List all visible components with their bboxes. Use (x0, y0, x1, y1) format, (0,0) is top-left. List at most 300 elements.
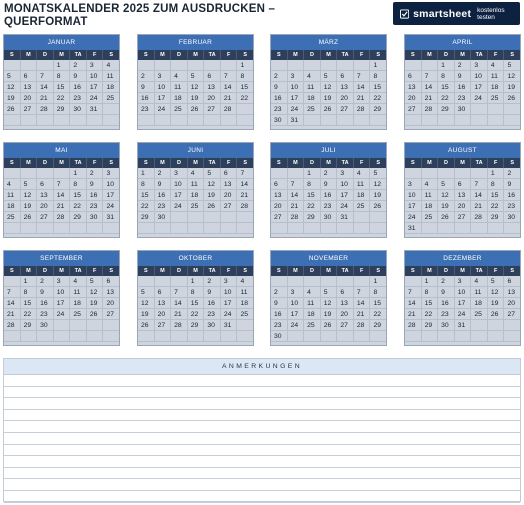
day-cell: 19 (321, 93, 338, 103)
day-cell (504, 331, 520, 341)
week-row (271, 179, 386, 190)
day-cell (288, 60, 305, 70)
day-cell (103, 115, 119, 125)
day-cell: 21 (54, 201, 71, 211)
day-cell (471, 223, 488, 233)
day-cell: 24 (337, 201, 354, 211)
day-cell: 23 (155, 201, 172, 211)
day-cell: 17 (54, 298, 71, 308)
week-row (4, 71, 119, 82)
weekday-label: S (510, 268, 515, 274)
weekday-label: TA (471, 158, 488, 168)
week-row (4, 93, 119, 104)
day-cell (37, 331, 54, 341)
day-cell: 2 (155, 168, 172, 178)
day-cell (171, 115, 188, 125)
week-row (271, 298, 386, 309)
day-cell: 1 (138, 168, 155, 178)
day-cell: 9 (271, 82, 288, 92)
day-cell: 22 (138, 201, 155, 211)
day-cell: 3 (54, 276, 71, 286)
weekday-label: S (138, 266, 155, 276)
day-cell: 8 (373, 73, 378, 80)
day-cell: 24 (288, 320, 305, 330)
day-cell (271, 223, 288, 233)
day-cell: 4 (422, 179, 439, 189)
day-cell: 30 (455, 104, 472, 114)
day-cell: 18 (188, 190, 205, 200)
day-cell: 14 (171, 298, 188, 308)
day-cell (455, 223, 472, 233)
day-cell (103, 104, 119, 114)
day-cell: 7 (422, 71, 439, 81)
day-cell: 6 (271, 179, 288, 189)
weekday-header (271, 50, 386, 60)
day-cell (103, 223, 119, 233)
day-cell (422, 331, 439, 341)
day-cell: 26 (87, 309, 104, 319)
notes-line[interactable] (4, 387, 520, 399)
weekday-header (271, 158, 386, 168)
day-cell: 27 (204, 104, 221, 114)
week-row (138, 201, 253, 212)
weekday-label: TA (204, 158, 221, 168)
day-cell: 10 (106, 181, 115, 188)
day-cell: 14 (354, 82, 371, 92)
day-cell (70, 320, 87, 330)
day-cell (455, 115, 472, 125)
day-cell: 10 (87, 71, 104, 81)
weekday-label: S (405, 158, 422, 168)
day-cell: 19 (21, 201, 38, 211)
day-cell: 5 (507, 62, 512, 69)
day-cell: 21 (288, 201, 305, 211)
day-cell: 31 (337, 212, 354, 222)
weekday-label: M (21, 50, 38, 60)
day-cell: 6 (155, 287, 172, 297)
weekday-label: TA (70, 50, 87, 60)
day-cell (405, 115, 422, 125)
week-row (4, 201, 119, 212)
day-cell: 15 (304, 190, 321, 200)
day-cell: 28 (422, 104, 439, 114)
day-cell: 30 (321, 212, 338, 222)
day-cell: 18 (304, 309, 321, 319)
day-cell: 20 (155, 309, 172, 319)
day-cell: 6 (204, 71, 221, 81)
week-row (4, 309, 119, 320)
day-cell: 28 (288, 212, 305, 222)
day-cell: 13 (337, 298, 354, 308)
week-row (405, 223, 520, 234)
day-cell: 16 (271, 309, 288, 319)
day-cell: 24 (54, 309, 71, 319)
day-cell: 18 (304, 93, 321, 103)
day-cell: 21 (37, 93, 54, 103)
day-cell: 15 (188, 298, 205, 308)
notes-line[interactable] (4, 468, 520, 480)
weekday-label: M (288, 266, 305, 276)
notes-line[interactable] (4, 375, 520, 387)
weekday-header (138, 50, 253, 60)
weekday-label: S (271, 266, 288, 276)
day-cell: 9 (37, 287, 54, 297)
day-cell (103, 331, 119, 341)
day-cell: 8 (21, 287, 38, 297)
weekday-label: F (221, 266, 238, 276)
weekday-label: S (4, 50, 21, 60)
day-cell: 20 (271, 201, 288, 211)
week-row (271, 168, 386, 179)
weekday-label: D (37, 266, 54, 276)
day-cell: 23 (37, 309, 54, 319)
week-row (405, 276, 520, 287)
day-cell: 13 (204, 82, 221, 92)
day-cell: 24 (106, 203, 115, 210)
day-cell: 11 (4, 190, 21, 200)
day-cell: 30 (438, 320, 455, 330)
day-cell: 14 (54, 190, 71, 200)
day-cell: 22 (54, 93, 71, 103)
notes-lines (4, 375, 520, 503)
day-cell (370, 115, 386, 125)
weekday-label: M (455, 158, 472, 168)
weekday-label: F (87, 266, 104, 276)
day-cell: 23 (321, 201, 338, 211)
day-cell: 18 (354, 190, 371, 200)
day-cell (288, 223, 305, 233)
week-row (271, 320, 386, 331)
day-cell (288, 331, 305, 341)
weekday-label: S (405, 50, 422, 60)
day-cell: 18 (70, 298, 87, 308)
day-cell (337, 276, 354, 286)
weekday-label: S (271, 50, 288, 60)
notes-line[interactable] (4, 456, 520, 468)
day-cell: 22 (373, 95, 382, 102)
day-cell (138, 115, 155, 125)
week-row (405, 287, 520, 298)
day-cell: 29 (54, 104, 71, 114)
week-row (4, 190, 119, 201)
weekday-label: M (155, 50, 172, 60)
week-row (4, 82, 119, 93)
day-cell: 4 (4, 179, 21, 189)
month-name: MAI (4, 143, 119, 158)
weekday-label: S (109, 160, 114, 166)
week-row (405, 104, 520, 115)
day-cell: 25 (171, 104, 188, 114)
day-cell: 12 (4, 82, 21, 92)
day-cell (370, 212, 386, 222)
weekday-label: D (438, 266, 455, 276)
day-cell (54, 115, 71, 125)
day-cell: 21 (405, 309, 422, 319)
day-cell: 9 (204, 287, 221, 297)
day-cell: 19 (373, 192, 382, 199)
day-cell: 17 (405, 201, 422, 211)
weekday-header (405, 158, 520, 168)
smartsheet-badge[interactable] (393, 2, 520, 25)
week-row (4, 298, 119, 309)
week-row (4, 223, 119, 234)
day-cell: 2 (455, 60, 472, 70)
day-cell: 17 (171, 190, 188, 200)
day-cell: 29 (438, 104, 455, 114)
weekday-label: F (87, 50, 104, 60)
day-cell: 27 (337, 104, 354, 114)
day-cell (4, 331, 21, 341)
day-cell: 1 (422, 276, 439, 286)
day-cell: 16 (37, 298, 54, 308)
day-cell: 15 (373, 300, 382, 307)
weekday-label: TA (337, 50, 354, 60)
day-cell (87, 223, 104, 233)
day-cell: 26 (373, 203, 382, 210)
day-cell: 29 (488, 212, 505, 222)
day-cell: 14 (221, 82, 238, 92)
day-cell: 19 (204, 190, 221, 200)
day-cell (21, 60, 38, 70)
week-row (4, 287, 119, 298)
weekday-label: M (288, 158, 305, 168)
week-row (138, 71, 253, 82)
day-cell: 30 (155, 212, 172, 222)
day-cell (471, 168, 488, 178)
day-cell: 2 (321, 168, 338, 178)
day-cell (405, 276, 422, 286)
weekday-label: M (54, 50, 71, 60)
week-row (271, 201, 386, 212)
day-cell: 4 (471, 276, 488, 286)
day-cell: 21 (354, 309, 371, 319)
day-cell: 22 (438, 93, 455, 103)
day-cell: 13 (405, 82, 422, 92)
day-cell: 21 (221, 93, 238, 103)
day-cell: 25 (240, 311, 249, 318)
day-cell (488, 115, 505, 125)
weekday-label: D (171, 266, 188, 276)
day-cell (171, 223, 188, 233)
day-cell: 22 (373, 311, 382, 318)
day-cell: 2 (438, 276, 455, 286)
day-cell: 23 (271, 320, 288, 330)
week-row (138, 104, 253, 115)
day-cell (438, 115, 455, 125)
day-cell: 2 (271, 287, 288, 297)
day-cell: 16 (204, 298, 221, 308)
day-cell: 10 (455, 287, 472, 297)
day-cell: 16 (155, 190, 172, 200)
week-row (4, 115, 119, 126)
week-row (138, 223, 253, 234)
day-cell: 4 (304, 71, 321, 81)
week-row (138, 82, 253, 93)
day-cell (138, 60, 155, 70)
day-cell (337, 331, 354, 341)
month-block (3, 142, 120, 238)
page-title: MONATSKALENDER 2025 ZUM AUSDRUCKEN – QUERFORMAT (4, 3, 276, 28)
day-cell: 14 (354, 298, 371, 308)
day-cell: 15 (422, 298, 439, 308)
day-cell: 22 (422, 309, 439, 319)
weekday-label: F (354, 266, 371, 276)
day-cell: 14 (405, 298, 422, 308)
day-cell: 10 (171, 179, 188, 189)
day-cell (171, 212, 188, 222)
weekday-label: M (422, 158, 439, 168)
weekday-label: M (422, 50, 439, 60)
day-cell (370, 223, 386, 233)
day-cell: 24 (405, 212, 422, 222)
week-row (4, 104, 119, 115)
notes-line[interactable] (4, 433, 520, 445)
notes-line[interactable] (4, 398, 520, 410)
day-cell: 27 (21, 104, 38, 114)
weekday-label: M (321, 266, 338, 276)
notes-line[interactable] (4, 410, 520, 422)
week-row (405, 212, 520, 223)
month-name: DEZEMBER (405, 251, 520, 266)
day-cell: 20 (337, 309, 354, 319)
weekday-label: F (354, 50, 371, 60)
day-cell: 17 (471, 82, 488, 92)
day-cell: 27 (405, 104, 422, 114)
day-cell (271, 276, 288, 286)
day-cell: 16 (87, 190, 104, 200)
brand-name: smartsheet (413, 7, 472, 20)
day-cell (321, 331, 338, 341)
weekday-label: M (54, 266, 71, 276)
day-cell: 16 (70, 82, 87, 92)
day-cell: 30 (204, 320, 221, 330)
notes-line[interactable] (4, 421, 520, 433)
day-cell (155, 276, 172, 286)
day-cell: 24 (471, 93, 488, 103)
day-cell: 31 (455, 320, 472, 330)
day-cell (422, 223, 439, 233)
day-cell: 20 (507, 300, 516, 307)
day-cell: 23 (204, 309, 221, 319)
day-cell: 1 (188, 276, 205, 286)
day-cell: 17 (288, 309, 305, 319)
day-cell (171, 60, 188, 70)
day-cell (204, 60, 221, 70)
day-cell (204, 223, 221, 233)
day-cell (204, 331, 221, 341)
notes-line[interactable] (4, 445, 520, 457)
day-cell (221, 212, 238, 222)
day-cell: 14 (471, 190, 488, 200)
weekday-label: M (155, 158, 172, 168)
day-cell: 8 (373, 289, 378, 296)
day-cell: 7 (288, 179, 305, 189)
day-cell: 27 (221, 201, 238, 211)
day-cell: 30 (271, 331, 288, 341)
day-cell: 10 (54, 287, 71, 297)
week-row (138, 60, 253, 71)
day-cell: 12 (138, 298, 155, 308)
day-cell: 9 (155, 179, 172, 189)
day-cell (37, 168, 54, 178)
day-cell: 20 (204, 93, 221, 103)
day-cell (21, 115, 38, 125)
day-cell: 27 (455, 212, 472, 222)
day-cell: 27 (271, 212, 288, 222)
day-cell: 1 (54, 60, 71, 70)
day-cell: 19 (87, 298, 104, 308)
day-cell: 9 (138, 82, 155, 92)
day-cell: 13 (37, 190, 54, 200)
week-row (271, 115, 386, 126)
day-cell: 28 (4, 320, 21, 330)
weekday-label: M (188, 50, 205, 60)
day-cell: 15 (138, 190, 155, 200)
day-cell (21, 331, 38, 341)
day-cell: 7 (405, 287, 422, 297)
day-cell (54, 320, 71, 330)
day-cell: 2 (70, 60, 87, 70)
day-cell (155, 60, 172, 70)
day-cell: 21 (471, 201, 488, 211)
notes-line[interactable] (4, 491, 520, 503)
day-cell: 26 (138, 320, 155, 330)
day-cell: 29 (373, 322, 382, 329)
day-cell (337, 223, 354, 233)
day-cell (321, 223, 338, 233)
month-name: OKTOBER (138, 251, 253, 266)
week-row (138, 276, 253, 287)
day-cell: 8 (240, 73, 245, 80)
day-cell: 11 (354, 179, 371, 189)
day-cell: 12 (204, 179, 221, 189)
week-row (138, 93, 253, 104)
day-cell (304, 223, 321, 233)
weekday-label: S (243, 268, 248, 274)
day-cell: 10 (405, 190, 422, 200)
day-cell (221, 115, 238, 125)
day-cell: 9 (70, 71, 87, 81)
day-cell: 1 (438, 60, 455, 70)
day-cell: 27 (507, 311, 516, 318)
week-row (271, 223, 386, 234)
day-cell: 10 (155, 82, 172, 92)
weekday-header (405, 50, 520, 60)
day-cell: 22 (21, 309, 38, 319)
day-cell: 10 (288, 298, 305, 308)
weekday-label: TA (337, 158, 354, 168)
week-row (405, 115, 520, 126)
weekday-label: S (109, 52, 114, 58)
day-cell: 15 (240, 84, 249, 91)
day-cell: 6 (337, 71, 354, 81)
day-cell: 11 (471, 287, 488, 297)
month-block (3, 250, 120, 346)
day-cell: 29 (138, 212, 155, 222)
notes-header: ANMERKUNGEN (4, 359, 520, 375)
day-cell: 23 (455, 93, 472, 103)
day-cell: 2 (37, 276, 54, 286)
day-cell: 10 (221, 287, 238, 297)
day-cell: 22 (188, 309, 205, 319)
day-cell (138, 276, 155, 286)
weekday-label: S (271, 158, 288, 168)
day-cell: 4 (188, 168, 205, 178)
notes-line[interactable] (4, 479, 520, 491)
day-cell: 9 (438, 287, 455, 297)
day-cell: 13 (155, 298, 172, 308)
week-row (271, 309, 386, 320)
